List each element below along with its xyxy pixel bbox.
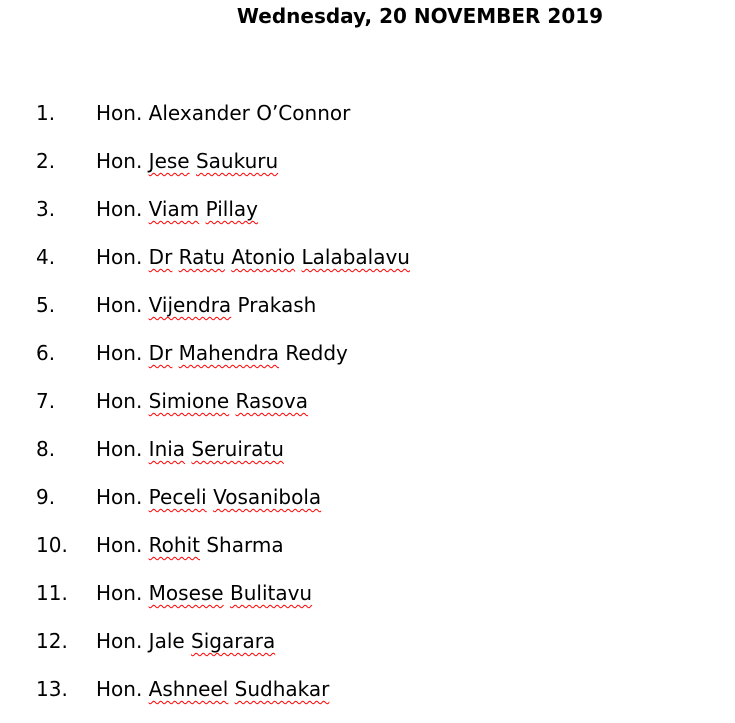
list-number: 8. — [36, 437, 56, 461]
honorific-prefix: Hon. — [96, 341, 143, 365]
honorific-prefix: Hon. — [96, 581, 143, 605]
spellcheck-flagged-word: Simione — [148, 389, 230, 413]
list-number: 1. — [36, 101, 56, 125]
honorific-prefix: Hon. — [96, 197, 143, 221]
date-heading: Wednesday, 20 NOVEMBER 2019 — [236, 4, 604, 28]
member-name — [96, 579, 312, 607]
name-text: Prakash — [231, 293, 317, 317]
list-number: 6. — [36, 341, 56, 365]
member-name — [96, 435, 284, 463]
name-text: Sharma — [199, 533, 284, 557]
member-name — [96, 675, 329, 703]
member-name — [96, 291, 316, 319]
honorific-prefix: Hon. — [96, 677, 143, 701]
name-text: Jale — [148, 629, 192, 653]
member-name — [96, 147, 278, 175]
list-number: 9. — [36, 485, 56, 509]
honorific-prefix: Hon. — [96, 389, 143, 413]
member-name — [96, 627, 275, 655]
member-name — [96, 531, 284, 559]
list-number: 12. — [36, 629, 68, 653]
spellcheck-flagged-word: Ratu — [178, 245, 225, 269]
honorific-prefix: Hon. — [96, 629, 143, 653]
spellcheck-flagged-word: Pillay — [205, 197, 258, 221]
member-name — [96, 195, 258, 223]
honorific-prefix: Hon. — [96, 149, 143, 173]
honorific-prefix: Hon. — [96, 437, 143, 461]
spellcheck-flagged-word: Bulitavu — [229, 581, 313, 605]
list-number: 7. — [36, 389, 56, 413]
honorific-prefix: Hon. — [96, 293, 143, 317]
spellcheck-flagged-word: Sigarara — [191, 629, 276, 653]
list-number: 13. — [36, 677, 68, 701]
spellcheck-flagged-word: Vijendra — [148, 293, 232, 317]
spellcheck-flagged-word: Vosanibola — [213, 485, 322, 509]
name-text: Reddy — [279, 341, 348, 365]
spellcheck-flagged-word: Lalabalavu — [301, 245, 410, 269]
spellcheck-flagged-word: Ashneel — [148, 677, 229, 701]
spellcheck-flagged-word: Dr — [148, 245, 173, 269]
spellcheck-flagged-word: Mosese — [148, 581, 224, 605]
member-name — [96, 339, 348, 367]
spellcheck-flagged-word: Peceli — [148, 485, 207, 509]
spellcheck-flagged-word: Mahendra — [178, 341, 279, 365]
list-number: 2. — [36, 149, 56, 173]
list-number: 3. — [36, 197, 56, 221]
spellcheck-flagged-word: Seruiratu — [191, 437, 284, 461]
list-number: 4. — [36, 245, 56, 269]
spellcheck-flagged-word: Saukuru — [195, 149, 279, 173]
list-number: 10. — [36, 533, 68, 557]
member-name — [96, 99, 350, 127]
spellcheck-flagged-word: Atonio — [231, 245, 296, 269]
list-number: 11. — [36, 581, 68, 605]
honorific-prefix: Hon. — [96, 533, 143, 557]
spellcheck-flagged-word: Rohit — [148, 533, 200, 557]
spellcheck-flagged-word: Jese — [148, 149, 190, 173]
spellcheck-flagged-word: Sudhakar — [234, 677, 330, 701]
member-name — [96, 243, 410, 271]
honorific-prefix: Hon. — [96, 485, 143, 509]
spellcheck-flagged-word: Rasova — [235, 389, 309, 413]
name-text: Alexander O’Connor — [148, 101, 351, 125]
spellcheck-flagged-word: Viam — [148, 197, 200, 221]
spellcheck-flagged-word: Inia — [148, 437, 186, 461]
honorific-prefix: Hon. — [96, 101, 143, 125]
spellcheck-flagged-word: Dr — [148, 341, 173, 365]
member-name — [96, 387, 308, 415]
honorific-prefix: Hon. — [96, 245, 143, 269]
member-name — [96, 483, 321, 511]
list-number: 5. — [36, 293, 56, 317]
